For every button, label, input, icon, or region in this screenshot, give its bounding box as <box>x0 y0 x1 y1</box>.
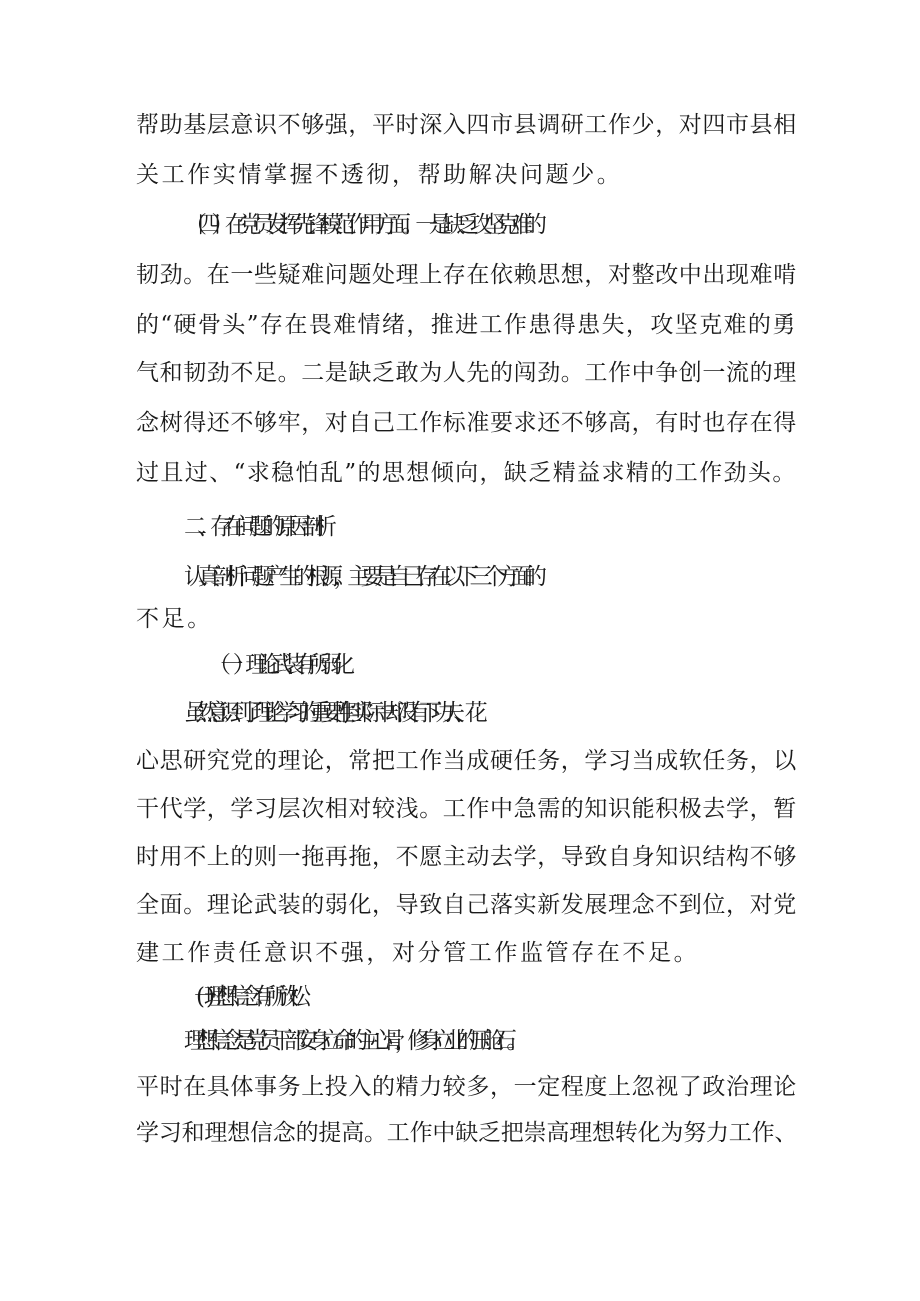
text-line: 平时在具体事务上投入的精力较多，一定程度上忽视了政治理论 <box>136 1074 797 1100</box>
text-line: 心思研究党的理论，常把工作当成硬任务，学习当成软任务，以 <box>136 748 797 774</box>
text-line: 不足。 <box>136 606 213 632</box>
text-line: 全面。理论武装的弱化，导致自己落实新发展理念不到位，对党 <box>136 892 797 918</box>
text-line: 时用不上的则一拖再拖，不愿主动去学，导致自身知识结构不够 <box>136 844 797 870</box>
text-line: 虽然意识到了理论学习的重要性,但实际中却没有下功夫、花 <box>184 700 477 726</box>
section-heading: （四）在党员发挥先锋模范作用方面。一是缺乏攻坚克难的 <box>184 212 538 238</box>
text-line: 念树得还不够牢，对自己工作标准要求还不够高，有时也存在得 <box>136 410 797 436</box>
text-line: 认真剖析问题产生的根源，主要是自己存在以下三个方面的 <box>184 564 538 590</box>
text-line: 干代学，学习层次相对较浅。工作中急需的知识能积极去学，暂 <box>136 796 797 822</box>
text-line: 的“硬骨头”存在畏难情绪，推进工作患得患失，攻坚克难的勇 <box>136 312 797 338</box>
text-line: 气和韧劲不足。二是缺乏敢为人先的闯劲。工作中争创一流的理 <box>136 360 797 386</box>
text-line: 学习和理想信念的提高。工作中缺乏把崇高理想转化为努力工作、 <box>136 1120 798 1146</box>
text-line: 帮助基层意识不够强，平时深入四市县调研工作少，对四市县相 <box>136 112 797 138</box>
text-line: 关工作实情掌握不透彻，帮助解决问题少。 <box>136 162 623 188</box>
text-line: 韧劲。在一些疑难问题处理上存在依赖思想，对整改中出现难啃 <box>136 262 797 288</box>
subsection-heading: （一）理论武装有所弱化 <box>208 652 345 678</box>
subsection-heading: (一)理想信念有所放松 <box>196 984 300 1010</box>
text-line: 建工作责任意识不强，对分管工作监管存在不足。 <box>136 940 700 966</box>
text-line: 过且过、“求稳怕乱”的思想倾向，缺乏精益求精的工作劲头。 <box>136 460 797 486</box>
text-line: 理想信念是党员干部安身立命的主心骨，修身立业的压舱石。 <box>184 1028 519 1054</box>
chapter-heading: 二、存在问题的原因剖析 <box>184 514 327 540</box>
